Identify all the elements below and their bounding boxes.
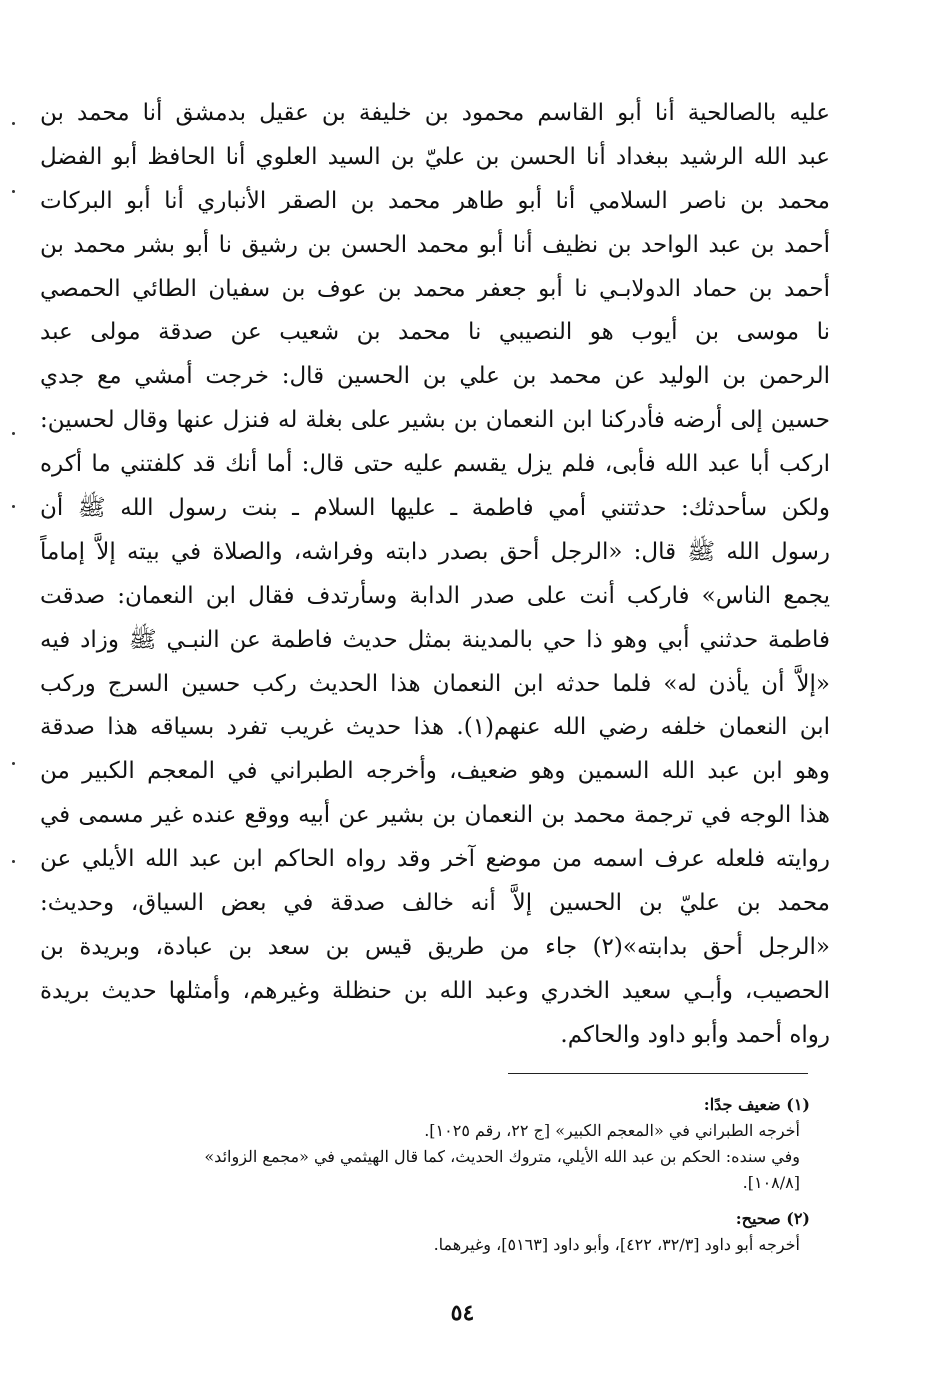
text-line: روايته فلعله عرف اسمه من موضع آخر وقد رواه الحاكم ابن عبد الله الأيلي عن bbox=[40, 846, 830, 873]
text-line: أحمد بن عبد الواحد بن نظيف أنا أبو محمد الحسن بن رشيق نا أبو بشر محمد بن bbox=[40, 231, 830, 258]
text-line: عبد الله الرشيد ببغداد أنا الحسن بن عليّ بن السيد العلوي أنا الحافظ أبو الفضل bbox=[40, 143, 830, 170]
footnote-separator bbox=[508, 1073, 808, 1074]
text-line: حسين إلى أرضه فأدركنا ابن النعمان بن بشير على بغلة له فنزل عنها وقال لحسين: bbox=[40, 407, 830, 434]
text-line: «الرجل أحق بدابته»(٢) جاء من طريق قيس بن سعد بن عبادة، وبريدة بن bbox=[40, 933, 830, 960]
margin-speck bbox=[12, 190, 15, 193]
footnote-1-text: أخرجه الطبراني في «المعجم الكبير» [ج ٢٢، رقم ١٠٢٥]. bbox=[424, 1121, 800, 1140]
footnotes bbox=[40, 1092, 810, 1258]
text-line: نا موسى بن أيوب هو النصيبي نا محمد بن شعيب عن صدقة مولى عبد bbox=[40, 319, 830, 346]
text-line: عليه بالصالحية أنا أبو القاسم محمود بن خليفة بن عقيل بدمشق أنا محمد بن bbox=[40, 100, 830, 126]
footnote-spacer bbox=[40, 1196, 810, 1206]
footnote-1-heading: (١) ضعيف جدًا: bbox=[703, 1095, 810, 1114]
page-number: ٥٤ bbox=[450, 1300, 475, 1326]
text-line: ولكن سأحدثك: حدثتني أمي فاطمة ـ عليها السلام ـ بنت رسول الله ﷺ أن bbox=[40, 495, 830, 522]
text-line: هذا الوجه في ترجمة محمد بن النعمان بن بشير عن أبيه ووقع عنده غير مسمى في bbox=[40, 802, 830, 829]
margin-speck bbox=[12, 762, 15, 765]
margin-speck bbox=[12, 432, 15, 435]
text-line: اركب أبا عبد الله فأبى، فلم يزل يقسم عليه حتى قال: أما أنك قد كلفتني ما أكره bbox=[40, 451, 830, 478]
footnote-1-text: وفي سنده: الحكم بن عبد الله الأيلي، متروك الحديث، كما قال الهيثمي في «مجمع الزوائد» bbox=[204, 1147, 800, 1166]
text-line: يجمع الناس» فاركب أنت على صدر الدابة وسأرتدف فقال ابن النعمان: صدقت bbox=[40, 582, 830, 609]
main-text bbox=[40, 92, 830, 1058]
margin-speck bbox=[12, 505, 15, 508]
footnote-2-heading: (٢) صحيح: bbox=[735, 1209, 810, 1228]
margin-speck bbox=[12, 860, 15, 863]
text-line: محمد بن عليّ بن الحسين إلاَّ أنه خالف صدقة في بعض السياق، وحديث: bbox=[40, 890, 830, 917]
margin-speck bbox=[12, 122, 15, 125]
text-line: رواه أحمد وأبو داود والحاكم. bbox=[560, 1021, 830, 1048]
text-line: أحمد بن حماد الدولابـي نا أبو جعفر محمد بن عوف بن سفيان الطائي الحمصي bbox=[40, 275, 830, 302]
text-line: فاطمة حدثني أبي وهو ذا حي بالمدينة بمثل حديث فاطمة عن النبـي ﷺ وزاد فيه bbox=[40, 626, 830, 653]
text-line: الحصيب، وأبـي سعيد الخدري وعبد الله بن حنظلة وغيرهم، وأمثلها حديث بريدة bbox=[40, 977, 830, 1004]
text-line: رسول الله ﷺ قال: «الرجل أحق بصدر دابته وفراشه، والصلاة في بيته إلاَّ إماماً bbox=[40, 538, 830, 565]
footnote-2-text: أخرجه أبو داود [٣٢/٣، ٤٢٢]، وأبو داود [٥١٦٣]، وغيرهما. bbox=[433, 1235, 800, 1254]
text-line: الرحمن بن الوليد عن محمد بن علي بن الحسين قال: خرجت أمشي مع جدي bbox=[40, 363, 830, 390]
text-line: محمد بن ناصر السلامي أنا أبو طاهر محمد بن الصقر الأنباري أنا أبو البركات bbox=[40, 187, 830, 214]
text-line: «إلاَّ أن يأذن له» فلما حدثه ابن النعمان هذا الحديث ركب حسين السرج وركب bbox=[40, 670, 830, 697]
text-line: ابن النعمان خلفه رضي الله عنهم(١). هذا حديث غريب تفرد بسياقه هذا صدقة bbox=[40, 714, 830, 741]
footnote-1-text: [١٠٨/٨]. bbox=[742, 1173, 800, 1192]
text-line: وهو ابن عبد الله السمين وهو ضعيف، وأخرجه الطبراني في المعجم الكبير من bbox=[40, 758, 830, 785]
